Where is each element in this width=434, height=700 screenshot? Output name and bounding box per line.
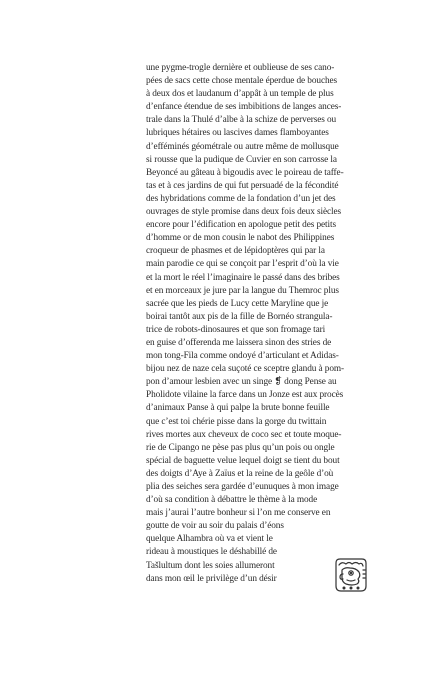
text-line: pées de sacs cette chose mentale éperdue de bouches xyxy=(146,76,338,87)
text-line: et la mort le réel l’imaginaire le passé dans des bribes xyxy=(146,272,340,283)
text-line: sacrée que les pieds de Lucy cette Maryline que je xyxy=(146,298,329,309)
text-line: goutte de voir au soir du palais d’éons xyxy=(146,521,284,532)
text-line: rideau à moustiques le déshabillé de xyxy=(146,547,277,558)
text-line: trice de robots-dinosaures et que son fromage tari xyxy=(146,324,326,335)
text-line: bijou nez de naze cela suçoté ce sceptre glandu à pom- xyxy=(146,364,345,375)
text-line: ouvrages de style promise dans deux fois deux siècles xyxy=(146,207,342,218)
text-line: rives mortes aux cheveux de coco sec et toute moque- xyxy=(146,429,342,440)
text-line: si rousse que la pudique de Cuvier en son carrosse la xyxy=(146,154,337,165)
text-line: d’animaux Panse à qui palpe la brute bonne feuille xyxy=(146,403,330,414)
text-line: une pygme-trogle dernière et oublieuse de ses cano- xyxy=(146,63,335,73)
text-line: trale dans la Thulé d’albe à la schize de perverses ou xyxy=(146,115,337,126)
text-line: Pholidote vilaine la farce dans un Jonze est aux procès xyxy=(146,390,344,401)
text-line: des doigts d’Aye à Zaïus et la reine de la geôle d’où xyxy=(146,468,334,479)
text-line: mon tong-Fila comme ondoyé d’articulant et Adidas- xyxy=(146,351,339,362)
text-line: en guise d’offerenda me laissera sinon des stries de xyxy=(146,337,332,348)
text-line: encore pour l’édification en apologue petit des petits xyxy=(146,220,337,231)
text-line: que c’est toi chérie pisse dans la gorge du twittain xyxy=(146,416,327,427)
text-line: d’enfance étendue de ses imbibitions de langes ances- xyxy=(146,102,342,113)
poem-text-block xyxy=(146,62,345,586)
text-line: spécial de baguette velue lequel doigt se tient du bout xyxy=(146,455,340,466)
text-line: des hybridations comme de la fondation d’un jet des xyxy=(146,193,336,204)
text-line: croqueur de phasmes et de lépidoptères qui par la xyxy=(146,246,325,257)
text-line: plia des seiches sera gardée d’eunuques à mon image xyxy=(146,482,339,492)
text-line: dans mon œil le privilège d’un désir xyxy=(146,573,277,584)
maya-glyph-icon xyxy=(332,556,370,594)
text-line: main parodie ce qui se conçoit par l’esprit d’où la vie xyxy=(146,259,339,270)
text-line: mais j’aurai l’autre bonheur si l’on me conserve en xyxy=(146,508,331,519)
text-line: et en morceaux je jure par la langue du Themroc plus xyxy=(146,285,339,296)
text-line: rie de Cipango ne pèse pas plus qu’un pois ou ongle xyxy=(146,442,335,453)
text-line: lubriques hétaires ou lascives dames flamboyantes xyxy=(146,128,329,139)
text-line: tas et à ces jardins de qui fut persuadé de la fécondité xyxy=(146,180,339,191)
text-line: quelque Alhambra où va et vient le xyxy=(146,534,273,545)
text-line: Tašlultum dont les soies allumeront xyxy=(146,560,275,571)
text-line: d’efféminés géométrale ou autre même de mollusque xyxy=(146,141,339,152)
text-line: à deux dos et laudanum d’appât à un temple de plus xyxy=(146,89,334,100)
text-line: boirai tantôt aux pis de la fille de Bornéo strangula- xyxy=(146,311,333,322)
text-line: Beyoncé au gâteau à bigoudis avec le poireau de taffe- xyxy=(146,167,344,178)
text-line: pon d’amour lesbien avec un singe ❡ dong Pense au xyxy=(146,377,337,388)
text-line: d’où sa condition à débattre le thème à la mode xyxy=(146,495,318,506)
text-line: d’homme or de mon cousin le nabot des Philippines xyxy=(146,233,335,244)
